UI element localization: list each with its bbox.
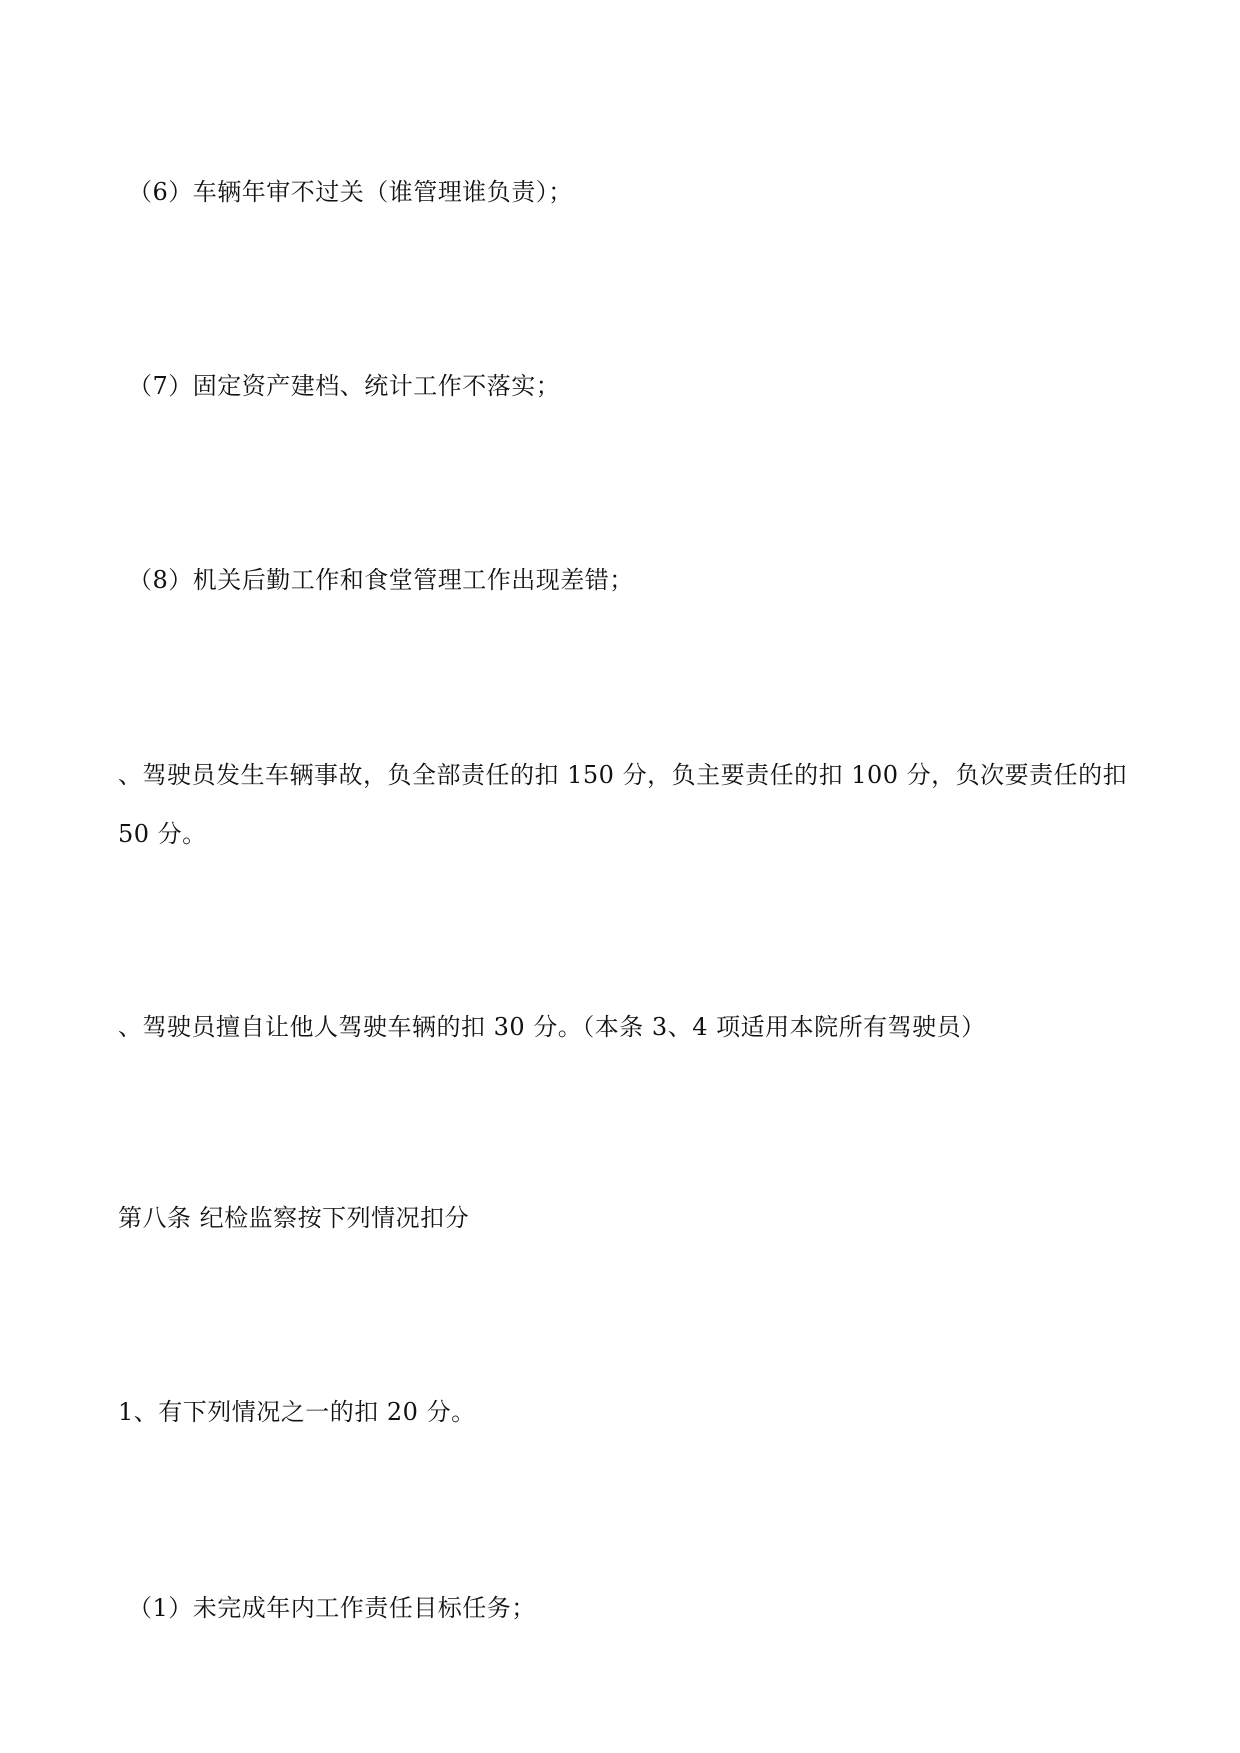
clause-point-1: 1、有下列情况之一的扣 20 分。 bbox=[118, 1398, 476, 1426]
clause-accident-line-2: 50 分。 bbox=[118, 820, 207, 848]
clause-item-6: （6）车辆年审不过关（谁管理谁负责）； bbox=[128, 178, 573, 206]
clause-item-7: （7）固定资产建档、统计工作不落实； bbox=[128, 372, 561, 400]
clause-item-8: （8）机关后勤工作和食堂管理工作出现差错； bbox=[128, 566, 634, 594]
article-heading: 第八条 纪检监察按下列情况扣分 bbox=[118, 1204, 470, 1232]
clause-unauthorized-driver: 、驾驶员擅自让他人驾驶车辆的扣 30 分。（本条 3、4 项适用本院所有驾驶员） bbox=[118, 1013, 986, 1041]
clause-subitem-1: （1）未完成年内工作责任目标任务； bbox=[128, 1594, 536, 1622]
clause-accident-line-1: 、驾驶员发生车辆事故，负全部责任的扣 150 分，负主要责任的扣 100 分，负次要责任的扣 bbox=[118, 761, 1128, 789]
